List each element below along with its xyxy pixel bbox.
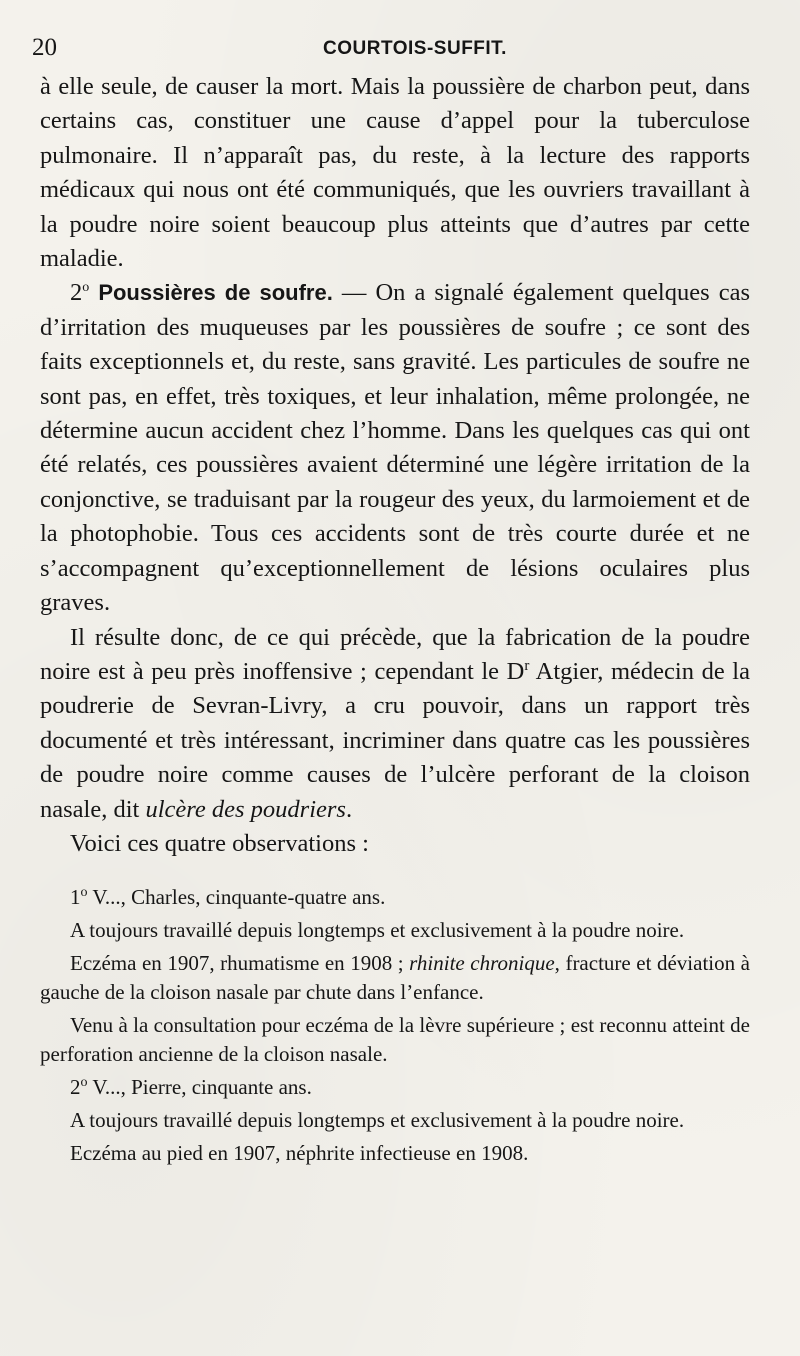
section-heading: Poussières de soufre. [98,280,333,306]
observation-header-text: V..., Charles, cinquante-quatre ans. [87,885,386,910]
observation-number: 1 [70,885,81,910]
page-number: 20 [32,34,57,61]
section-number-suffix: o [82,280,90,296]
observation-line-text: , fracture et déviation à gauche de la cloison nasale par chute dans l’enfance. [40,951,750,1005]
italic-term: ulcère des poudriers [145,795,346,823]
doctor-title-superscript: r [524,657,530,674]
running-title: COURTOIS-SUFFIT. [323,38,507,59]
paragraph-intro-observations: Voici ces quatre observations : [70,829,369,857]
body-text [40,70,750,861]
running-head [32,30,750,64]
observation-1-line: A toujours travaillé depuis longtemps et exclusivement à la poudre noire. [70,918,685,943]
observation-line-text: Eczéma en 1907, rhumatisme en 1908 ; [70,951,410,976]
observation-number: 2 [70,1075,81,1100]
paragraph-continuation: à elle seule, de causer la mort. Mais la poussière de charbon peut, dans certains cas, constituer une cause d’appel pour la tuberculose pulmonaire. Il n’apparaît pas, du reste, à la lecture des rapports médicaux qui nous ont été communiqués, que les ouvriers travaillant à la poudre noire soient beaucoup plus atteints que d’autres par cette maladie. [40,73,750,273]
observations [40,883,750,1168]
paragraph-atgier-text-after: Atgier, médecin de la poudrerie de Sevran-Livry, a cru pouvoir, dans un rapport très documenté et très intéressant, incriminer dans quatre cas les poussières de poudre noire comme causes de l’ulcère perforant de la cloison nasale, dit [40,657,750,823]
italic-diagnosis: rhinite chronique [409,951,555,976]
observation-1-line [40,949,750,1007]
section-number: 2 [70,279,83,307]
observation-header-text: V..., Pierre, cinquante ans. [87,1075,312,1100]
observation-1-header [40,883,750,912]
observation-1-line: Venu à la consultation pour eczéma de la lèvre supérieure ; est reconnu atteint de perforation ancienne de la cloison nasale. [40,1013,750,1067]
observation-2-line: A toujours travaillé depuis longtemps et exclusivement à la poudre noire. [70,1108,685,1133]
section-text: — On a signalé également quelques cas d’irritation des muqueuses par les poussières de soufre ; ce sont des faits exceptionnels et, du reste, sans gravité. Les particules de soufre ne sont pas, en effet, très toxiques, et leur inhalation, même prolongée, ne détermine aucun accident chez l’homme. Dans les quelques cas qui ont été relatés, ces poussières avaient déterminé une légère irritation de la conjonctive, se traduisant par la rougeur des yeux, du larmoiement et de la photophobie. Tous ces accidents sont de très courte durée et ne s’accompagnent qu’exceptionnellement de lésions oculaires plus graves. [40,279,750,617]
observation-number-suffix: o [80,1075,88,1091]
observation-2-header [40,1073,750,1102]
paragraph-sulfur-dust [40,276,750,620]
observation-2-line: Eczéma au pied en 1907, néphrite infectieuse en 1908. [70,1141,529,1166]
paragraph-atgier-text-before: Il résulte donc, de ce qui précède, que la fabrication de la poudre noire est à peu près inoffensive ; cependant le D [40,623,750,685]
observation-number-suffix: o [80,885,88,901]
paragraph-atgier-end: . [345,795,353,823]
paragraph-atgier [40,621,750,827]
